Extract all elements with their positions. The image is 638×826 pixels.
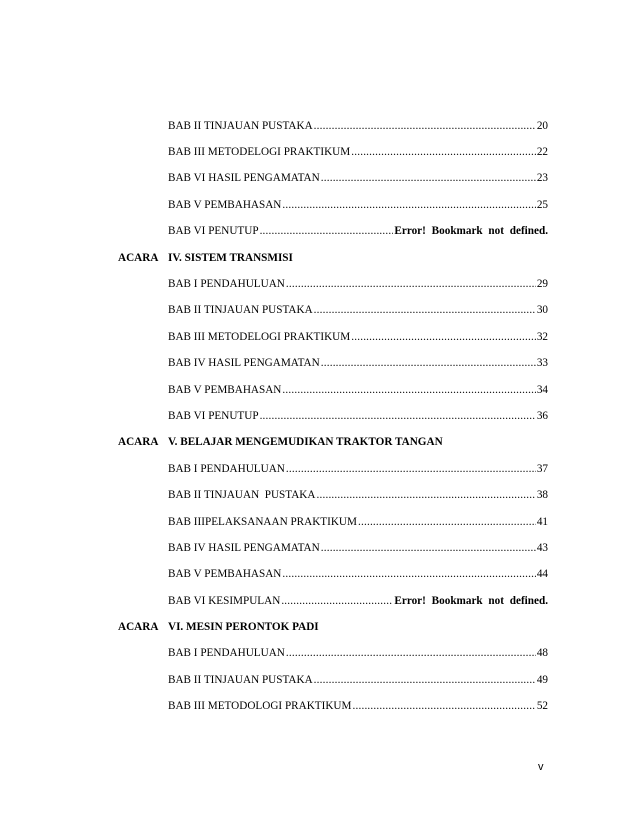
toc-entry[interactable]	[168, 540, 548, 556]
toc-entry-error: Error! Bookmark not defined.	[394, 225, 548, 237]
toc-entry-label: BAB III METODELOGI PRAKTIKUM	[168, 331, 351, 343]
dot-leader	[352, 698, 535, 714]
toc-entry[interactable]	[168, 355, 548, 371]
toc-entry-page: 48	[536, 647, 548, 659]
toc-entry-page: 43	[536, 542, 548, 554]
section-title: V. BELAJAR MENGEMUDIKAN TRAKTOR TANGAN	[168, 436, 443, 448]
dot-leader	[260, 408, 536, 424]
toc-entry-page: 25	[536, 199, 548, 211]
toc-entry-label: BAB V PEMBAHASAN	[168, 199, 282, 211]
toc-entry-page: 38	[536, 489, 548, 501]
toc-entry-page: 36	[536, 410, 548, 422]
toc-entry[interactable]	[168, 698, 548, 714]
toc-entry-label: BAB I PENDAHULUAN	[168, 647, 285, 659]
toc-entry-page: 34	[536, 384, 548, 396]
toc-entry-page: 22	[536, 146, 548, 158]
section-prefix: ACARA	[118, 621, 159, 633]
section-prefix: ACARA	[118, 436, 159, 448]
toc-entry-label: BAB III METODELOGI PRAKTIKUM	[168, 146, 351, 158]
toc-entry[interactable]	[168, 223, 548, 239]
toc-entry-label: BAB IIIPELAKSANAAN PRAKTIKUM	[168, 516, 357, 528]
toc-entry-page: 20	[536, 120, 548, 132]
toc-entry-page: 29	[536, 278, 548, 290]
toc-entry-label: BAB II TINJAUAN PUSTAKA	[168, 120, 313, 132]
toc-entry-label: BAB V PEMBAHASAN	[168, 384, 282, 396]
toc-entry-label: BAB II TINJAUAN PUSTAKA	[168, 304, 313, 316]
toc-entry[interactable]	[168, 170, 548, 186]
toc-entry-page: 41	[536, 516, 548, 528]
toc-entry-label: BAB VI PENUTUP	[168, 410, 259, 422]
toc-entry-label: BAB VI HASIL PENGAMATAN	[168, 172, 320, 184]
dot-leader	[314, 302, 536, 318]
toc-entry[interactable]	[168, 566, 548, 582]
section-title: IV. SISTEM TRANSMISI	[168, 252, 293, 264]
toc-entry-page: 33	[536, 357, 548, 369]
toc-entry[interactable]	[168, 487, 548, 503]
toc-entry-page: 52	[536, 700, 548, 712]
dot-leader	[351, 144, 536, 160]
toc-entry[interactable]	[168, 461, 548, 477]
dot-leader	[321, 540, 536, 556]
toc-entry-page: 49	[536, 674, 548, 686]
toc-entry-page: 44	[536, 568, 548, 580]
toc-entry-label: BAB I PENDAHULUAN	[168, 463, 285, 475]
dot-leader	[316, 487, 535, 503]
section-prefix: ACARA	[118, 252, 159, 264]
toc-entry-label: BAB VI KESIMPULAN	[168, 595, 281, 607]
dot-leader	[282, 382, 535, 398]
toc-entry[interactable]	[168, 276, 548, 292]
section-heading[interactable]	[118, 434, 558, 450]
dot-leader	[314, 672, 536, 688]
dot-leader	[286, 276, 536, 292]
toc-entry-label: BAB III METODOLOGI PRAKTIKUM	[168, 700, 352, 712]
dot-leader	[314, 118, 536, 134]
dot-leader	[286, 461, 536, 477]
toc-entry-error: Error! Bookmark not defined.	[394, 595, 548, 607]
section-title: VI. MESIN PERONTOK PADI	[168, 621, 319, 633]
toc-entry-page: 32	[536, 331, 548, 343]
toc-entry-label: BAB II TINJAUAN PUSTAKA	[168, 489, 316, 501]
page-number: v	[538, 761, 544, 773]
toc-entry[interactable]	[168, 672, 548, 688]
dot-leader	[358, 514, 536, 530]
toc-entry[interactable]	[168, 302, 548, 318]
toc-entry-page: 30	[536, 304, 548, 316]
toc-entry-page: 23	[536, 172, 548, 184]
toc-entry-label: BAB VI PENUTUP	[168, 225, 259, 237]
section-heading[interactable]	[118, 250, 558, 266]
toc-entry[interactable]	[168, 593, 548, 609]
toc-entry-label: BAB V PEMBAHASAN	[168, 568, 282, 580]
toc-entry[interactable]	[168, 408, 548, 424]
toc-entry-label: BAB IV HASIL PENGAMATAN	[168, 542, 320, 554]
section-heading[interactable]	[118, 619, 558, 635]
dot-leader	[286, 645, 536, 661]
toc-entry-page: 37	[536, 463, 548, 475]
toc-entry[interactable]	[168, 329, 548, 345]
toc-entry-label: BAB IV HASIL PENGAMATAN	[168, 357, 320, 369]
toc-entry[interactable]	[168, 514, 548, 530]
dot-leader	[321, 170, 536, 186]
dot-leader	[321, 355, 536, 371]
toc-entry[interactable]	[168, 382, 548, 398]
toc-entry[interactable]	[168, 645, 548, 661]
toc-entry[interactable]	[168, 118, 548, 134]
dot-leader	[281, 593, 393, 609]
dot-leader	[260, 223, 394, 239]
dot-leader	[282, 566, 535, 582]
toc-entry[interactable]	[168, 144, 548, 160]
toc-entry-label: BAB I PENDAHULUAN	[168, 278, 285, 290]
dot-leader	[282, 197, 535, 213]
toc-entry-label: BAB II TINJAUAN PUSTAKA	[168, 674, 313, 686]
toc-entry[interactable]	[168, 197, 548, 213]
dot-leader	[351, 329, 536, 345]
